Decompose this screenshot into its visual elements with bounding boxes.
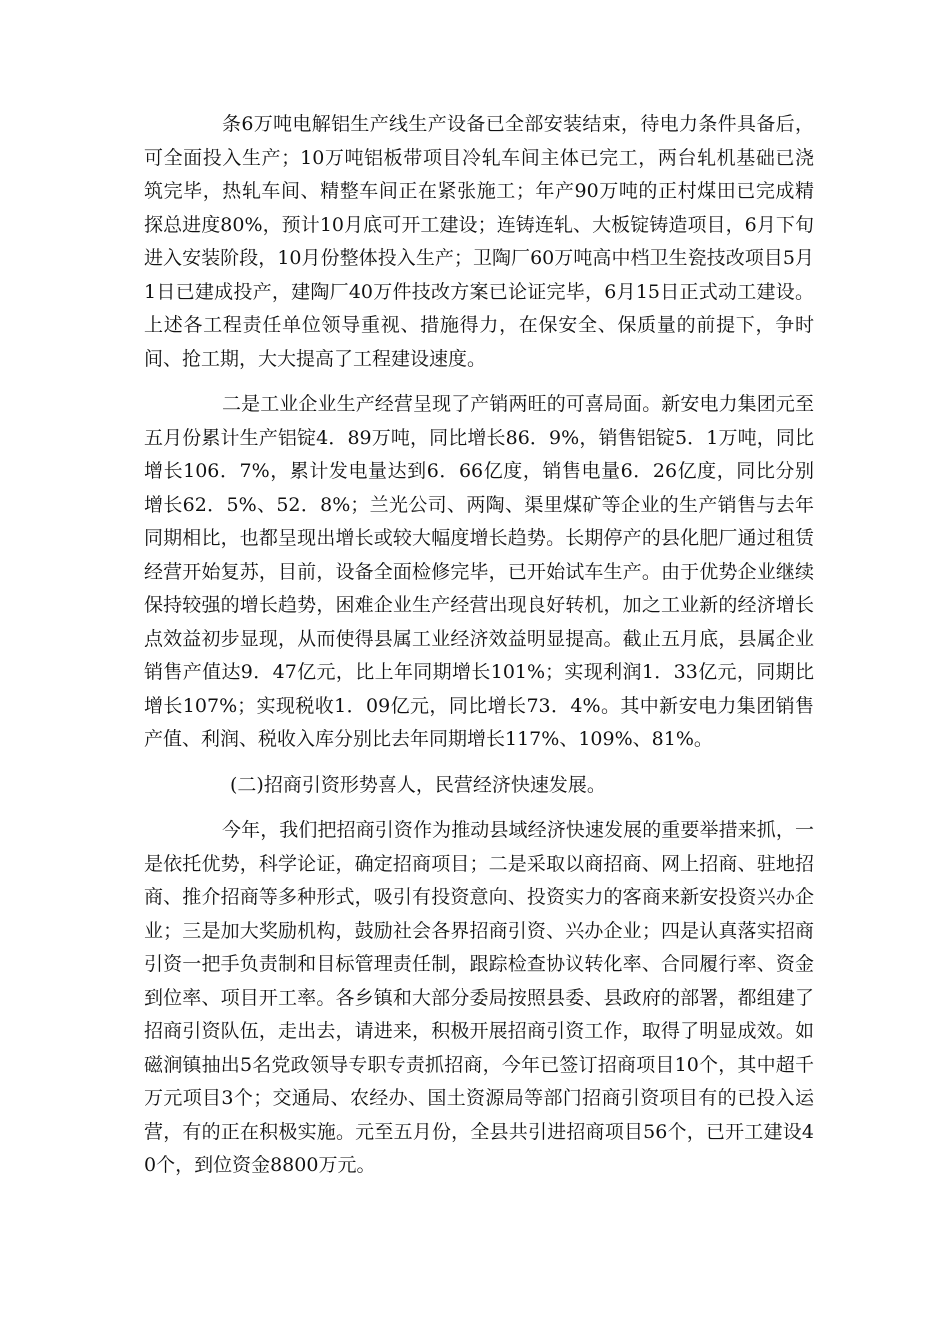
section-heading-investment: (二)招商引资形势喜人，民营经济快速发展。	[230, 773, 606, 796]
paragraph-investment-attraction: 今年，我们把招商引资作为推动县域经济快速发展的重要举措来抓，一是依托优势，科学论证，确定招商项目；二是采取以商招商、网上招商、驻地招商、推介招商等多种形式，吸引有投资意向、投资实力的客商来新安投资兴办企业；三是加大奖励机构，鼓励社会各界招商引资、兴办企业；四是认真落实招商引资一把手负责制和目标管理责任制，跟踪检查协议转化率、合同履行率、资金到位率、项目开工率。各乡镇和大部分委局按照县委、县政府的部署，都组建了招商引资队伍，走出去，请进来，积极开展招商引资工作，取得了明显成效。如磁涧镇抽出5名党政领导专职专责抓招商，今年已签订招商项目10个，其中超千万元项目3个；交通局、农经办、国土资源局等部门招商引资项目有的已投入运营，有的正在积极实施。元至五月份，全县共引进招商项目56个，已开工建设40个，到位资金8800万元。	[144, 819, 814, 1176]
paragraph-industrial-production: 二是工业企业生产经营呈现了产销两旺的可喜局面。新安电力集团元至五月份累计生产铝锭4．89万吨，同比增长86．9%，销售铝锭5．1万吨，同比增长106．7%，累计发电量达到6．66亿度，销售电量6．26亿度，同比分别增长62．5%、52．8%；兰光公司、两陶、渠里煤矿等企业的生产销售与去年同期相比，也都呈现出增长或较大幅度增长趋势。长期停产的县化肥厂通过租赁经营开始复苏，目前，设备全面检修完毕，已开始试车生产。由于优势企业继续保持较强的增长趋势，困难企业生产经营出现良好转机，加之工业新的经济增长点效益初步显现，从而使得县属工业经济效益明显提高。截止五月底，县属企业销售产值达9．47亿元，比上年同期增长101%；实现利润1．33亿元，同期比增长107%；实现税收1．09亿元，同比增长73．4%。其中新安电力集团销售产值、利润、税收入库分别比去年同期增长117%、109%、81%。	[144, 393, 814, 750]
document-body	[144, 108, 814, 1195]
paragraph-project-progress: 条6万吨电解铝生产线生产设备已全部安装结束，待电力条件具备后，可全面投入生产；10万吨铝板带项目冷轧车间主体已完工，两台轧机基础已浇筑完毕，热轧车间、精整车间正在紧张施工；年产90万吨的正村煤田已完成精探总进度80%，预计10月底可开工建设；连铸连轧、大板锭铸造项目，6月下旬进入安装阶段，10月份整体投入生产；卫陶厂60万吨高中档卫生瓷技改项目5月1日已建成投产，建陶厂40万件技改方案已论证完毕，6月15日正式动工建设。上述各工程责任单位领导重视、措施得力，在保安全、保质量的前提下，争时间、抢工期，大大提高了工程建设速度。	[144, 113, 814, 370]
